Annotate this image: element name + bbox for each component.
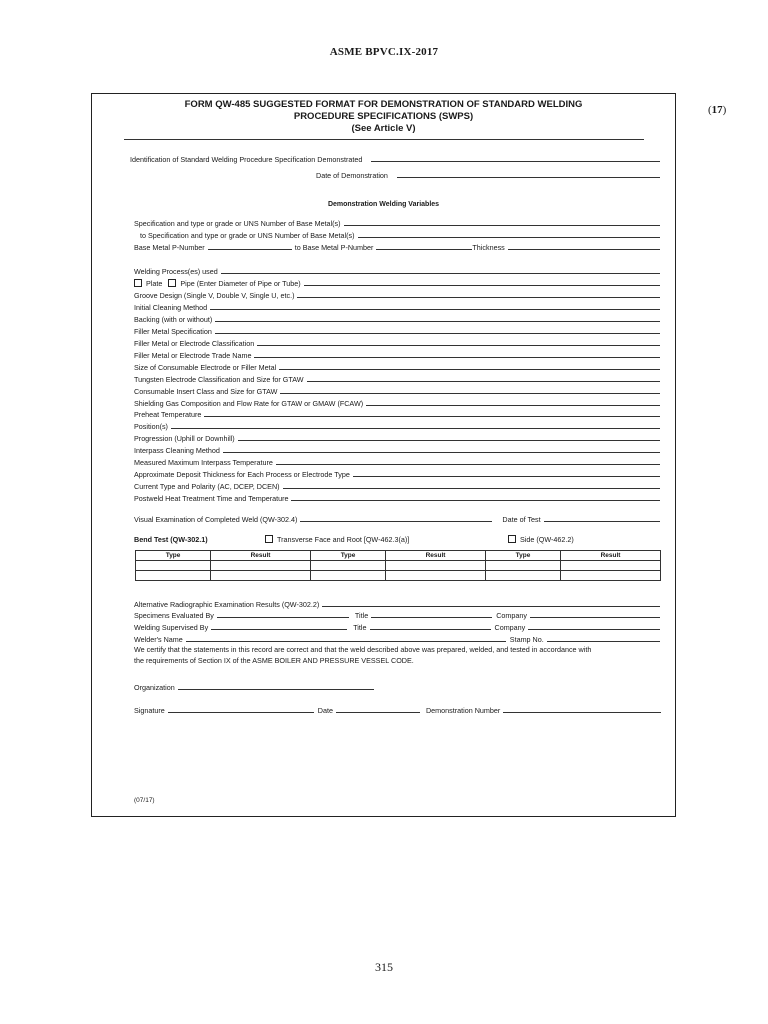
table-header-result: Result [561, 551, 661, 561]
variable-label: Size of Consumable Electrode or Filler Metal [134, 363, 277, 372]
certification-line2: the requirements of Section IX of the ASME BOILER AND PRESSURE VESSEL CODE. [134, 656, 414, 665]
to-spec-base-metal-row [140, 228, 660, 240]
date-label: Date [317, 706, 333, 715]
variable-field[interactable] [257, 345, 660, 346]
variable-row [134, 300, 660, 312]
title-divider [124, 139, 644, 140]
variable-row [134, 407, 660, 419]
spec-base-metal-label: Specification and type or grade or UNS Number of Base Metal(s) [134, 219, 341, 228]
variable-field[interactable] [276, 464, 660, 465]
base-metal-pnumber-field[interactable] [208, 249, 292, 250]
specimens-evaluated-field[interactable] [217, 617, 349, 618]
variable-row [134, 324, 660, 336]
variable-row [134, 384, 660, 396]
variable-label: Tungsten Electrode Classification and Size for GTAW [134, 375, 304, 384]
variable-label: Position(s) [134, 422, 168, 431]
variable-label: Preheat Temperature [134, 410, 202, 419]
variable-row [134, 288, 660, 300]
welding-supervised-field[interactable] [211, 629, 347, 630]
variable-label: Interpass Cleaning Method [134, 446, 220, 455]
variable-label: Measured Maximum Interpass Temperature [134, 458, 273, 467]
variable-label: Filler Metal Specification [134, 327, 212, 336]
supervised-company-field[interactable] [528, 629, 660, 630]
welding-supervised-label: Welding Supervised By [134, 623, 209, 632]
variable-row [134, 348, 660, 360]
stamp-no-label: Stamp No. [509, 635, 544, 644]
table-cell[interactable] [485, 571, 560, 581]
variable-field[interactable] [366, 405, 660, 406]
table-cell[interactable] [136, 571, 211, 581]
to-base-metal-pnumber-field[interactable] [376, 249, 472, 250]
welding-process-row [134, 264, 660, 276]
variable-label: Current Type and Polarity (AC, DCEP, DCEN) [134, 482, 280, 491]
pnumber-row [134, 240, 660, 252]
variable-row [134, 336, 660, 348]
identification-row [130, 152, 660, 164]
demo-number-label: Demonstration Number [425, 706, 501, 715]
table-header-type: Type [485, 551, 560, 561]
pipe-label: Pipe (Enter Diameter of Pipe or Tube) [180, 279, 301, 288]
variable-row [134, 360, 660, 372]
variable-label: Shielding Gas Composition and Flow Rate for GTAW or GMAW (FCAW) [134, 399, 364, 408]
variable-field[interactable] [215, 333, 660, 334]
table-header-row [136, 551, 661, 561]
signature-field[interactable] [168, 712, 314, 713]
variable-label: Approximate Deposit Thickness for Each Process or Electrode Type [134, 470, 350, 479]
table-cell[interactable] [561, 561, 661, 571]
demo-number-field[interactable] [503, 712, 661, 713]
variable-row [134, 455, 660, 467]
page-number: 315 [375, 960, 393, 974]
side-label: Side (QW-462.2) [520, 535, 574, 544]
form-revision-code: (07/17) [134, 797, 155, 804]
visual-exam-field[interactable] [300, 521, 492, 522]
to-spec-base-metal-label: to Specification and type or grade or UNS Number of Base Metal(s) [140, 231, 355, 240]
title-label: Title [353, 623, 367, 632]
to-spec-base-metal-field[interactable] [358, 237, 660, 238]
supervised-title-field[interactable] [370, 629, 491, 630]
date-of-test-field[interactable] [544, 521, 660, 522]
side-checkbox[interactable] [508, 535, 516, 543]
table-cell[interactable] [211, 571, 311, 581]
thickness-field[interactable] [508, 249, 660, 250]
table-cell[interactable] [310, 571, 385, 581]
table-cell[interactable] [310, 561, 385, 571]
stamp-no-field[interactable] [547, 641, 660, 642]
table-cell[interactable] [386, 571, 486, 581]
plate-pipe-row [134, 276, 660, 288]
variable-field[interactable] [307, 381, 660, 382]
spec-base-metal-row [134, 216, 660, 228]
alt-radiographic-label: Alternative Radiographic Examination Results (QW-302.2) [134, 600, 320, 609]
bend-test-row [134, 532, 660, 544]
variable-label: Progression (Uphill or Downhill) [134, 434, 235, 443]
visual-exam-label: Visual Examination of Completed Weld (QW-302.4) [134, 515, 298, 524]
table-cell[interactable] [211, 561, 311, 571]
identification-field[interactable] [371, 161, 660, 162]
variable-row [134, 372, 660, 384]
revision-number: 17 [711, 104, 723, 116]
certification-line1: We certify that the statements in this record are correct and that the weld described above was prepared, welded, and tested in accordance with [134, 645, 592, 654]
variable-label: Initial Cleaning Method [134, 303, 208, 312]
specimens-title-field[interactable] [371, 617, 492, 618]
signature-label: Signature [134, 706, 165, 715]
welding-process-label: Welding Process(es) used [134, 267, 218, 276]
transverse-label: Transverse Face and Root [QW-462.3(a)] [277, 535, 410, 544]
form-title-line2: PROCEDURE SPECIFICATIONS (SWPS) [293, 111, 474, 122]
organization-row [134, 680, 374, 692]
plate-label: Plate [146, 279, 163, 288]
revision-mark: (17) [708, 104, 727, 116]
identification-label: Identification of Standard Welding Procedure Specification Demonstrated [130, 155, 363, 164]
variable-field[interactable] [283, 488, 660, 489]
transverse-checkbox[interactable] [265, 535, 273, 543]
form-title-line3: (See Article V) [351, 123, 416, 134]
variable-field[interactable] [353, 476, 660, 477]
variable-field[interactable] [204, 416, 660, 417]
table-cell[interactable] [485, 561, 560, 571]
date-of-test-label: Date of Test [502, 515, 541, 524]
variable-field[interactable] [215, 321, 660, 322]
form-title-line1: FORM QW-485 SUGGESTED FORMAT FOR DEMONSTRATION OF STANDARD WELDING [184, 99, 583, 110]
table-row [136, 571, 661, 581]
variable-label: Postweld Heat Treatment Time and Temperature [134, 494, 289, 503]
base-metal-pnumber-label: Base Metal P-Number [134, 243, 205, 252]
table-header-type: Type [310, 551, 385, 561]
supervised-row [134, 620, 660, 632]
running-header: ASME BPVC.IX-2017 [329, 46, 439, 58]
variable-label: Backing (with or without) [134, 315, 213, 324]
variable-row [134, 419, 660, 431]
variable-row [134, 431, 660, 443]
variable-row [134, 312, 660, 324]
variable-field[interactable] [210, 309, 660, 310]
date-field[interactable] [336, 712, 420, 713]
visual-exam-row [134, 512, 660, 524]
date-demo-label: Date of Demonstration [316, 171, 388, 180]
variable-row [134, 491, 660, 503]
variable-field[interactable] [297, 297, 660, 298]
thickness-label: Thickness [472, 243, 505, 252]
welders-name-row [134, 632, 660, 644]
variable-label: Filler Metal or Electrode Trade Name [134, 351, 252, 360]
variable-field[interactable] [280, 393, 660, 394]
variable-label: Groove Design (Single V, Double V, Single U, etc.) [134, 291, 295, 300]
variable-field[interactable] [254, 357, 660, 358]
table-header-type: Type [136, 551, 211, 561]
date-demo-row [316, 168, 660, 180]
specimens-company-field[interactable] [530, 617, 660, 618]
variable-field[interactable] [238, 440, 660, 441]
welding-process-field[interactable] [221, 273, 660, 274]
table-header-result: Result [211, 551, 311, 561]
spec-base-metal-field[interactable] [344, 225, 660, 226]
bend-test-label: Bend Test (QW-302.1) [134, 535, 208, 544]
date-demo-field[interactable] [397, 177, 660, 178]
table-cell[interactable] [386, 561, 486, 571]
table-header-result: Result [386, 551, 486, 561]
company-label: Company [496, 611, 527, 620]
table-cell[interactable] [136, 561, 211, 571]
organization-field[interactable] [178, 689, 374, 690]
section-variables-heading: Demonstration Welding Variables [327, 201, 440, 208]
specimens-row [134, 608, 660, 620]
variable-field[interactable] [223, 452, 660, 453]
variable-field[interactable] [279, 369, 660, 370]
variable-field[interactable] [171, 428, 660, 429]
organization-label: Organization [134, 683, 175, 692]
variable-label: Consumable Insert Class and Size for GTAW [134, 387, 278, 396]
plate-checkbox[interactable] [134, 279, 142, 287]
variable-field[interactable] [291, 500, 660, 501]
welders-name-label: Welder's Name [134, 635, 183, 644]
pipe-checkbox[interactable] [168, 279, 176, 287]
title-label: Title [354, 611, 369, 620]
table-cell[interactable] [561, 571, 661, 581]
signature-row [134, 703, 661, 715]
bend-test-table [135, 550, 661, 581]
table-row [136, 561, 661, 571]
variable-row [134, 467, 660, 479]
to-base-metal-pnumber-label: to Base Metal P-Number [294, 243, 374, 252]
welders-name-field[interactable] [186, 641, 506, 642]
specimens-evaluated-label: Specimens Evaluated By [134, 611, 214, 620]
variable-label: Filler Metal or Electrode Classification [134, 339, 255, 348]
company-label: Company [494, 623, 526, 632]
alt-radiographic-field[interactable] [322, 606, 660, 607]
variable-row [134, 479, 660, 491]
variable-row [134, 443, 660, 455]
pipe-diameter-field[interactable] [304, 285, 660, 286]
